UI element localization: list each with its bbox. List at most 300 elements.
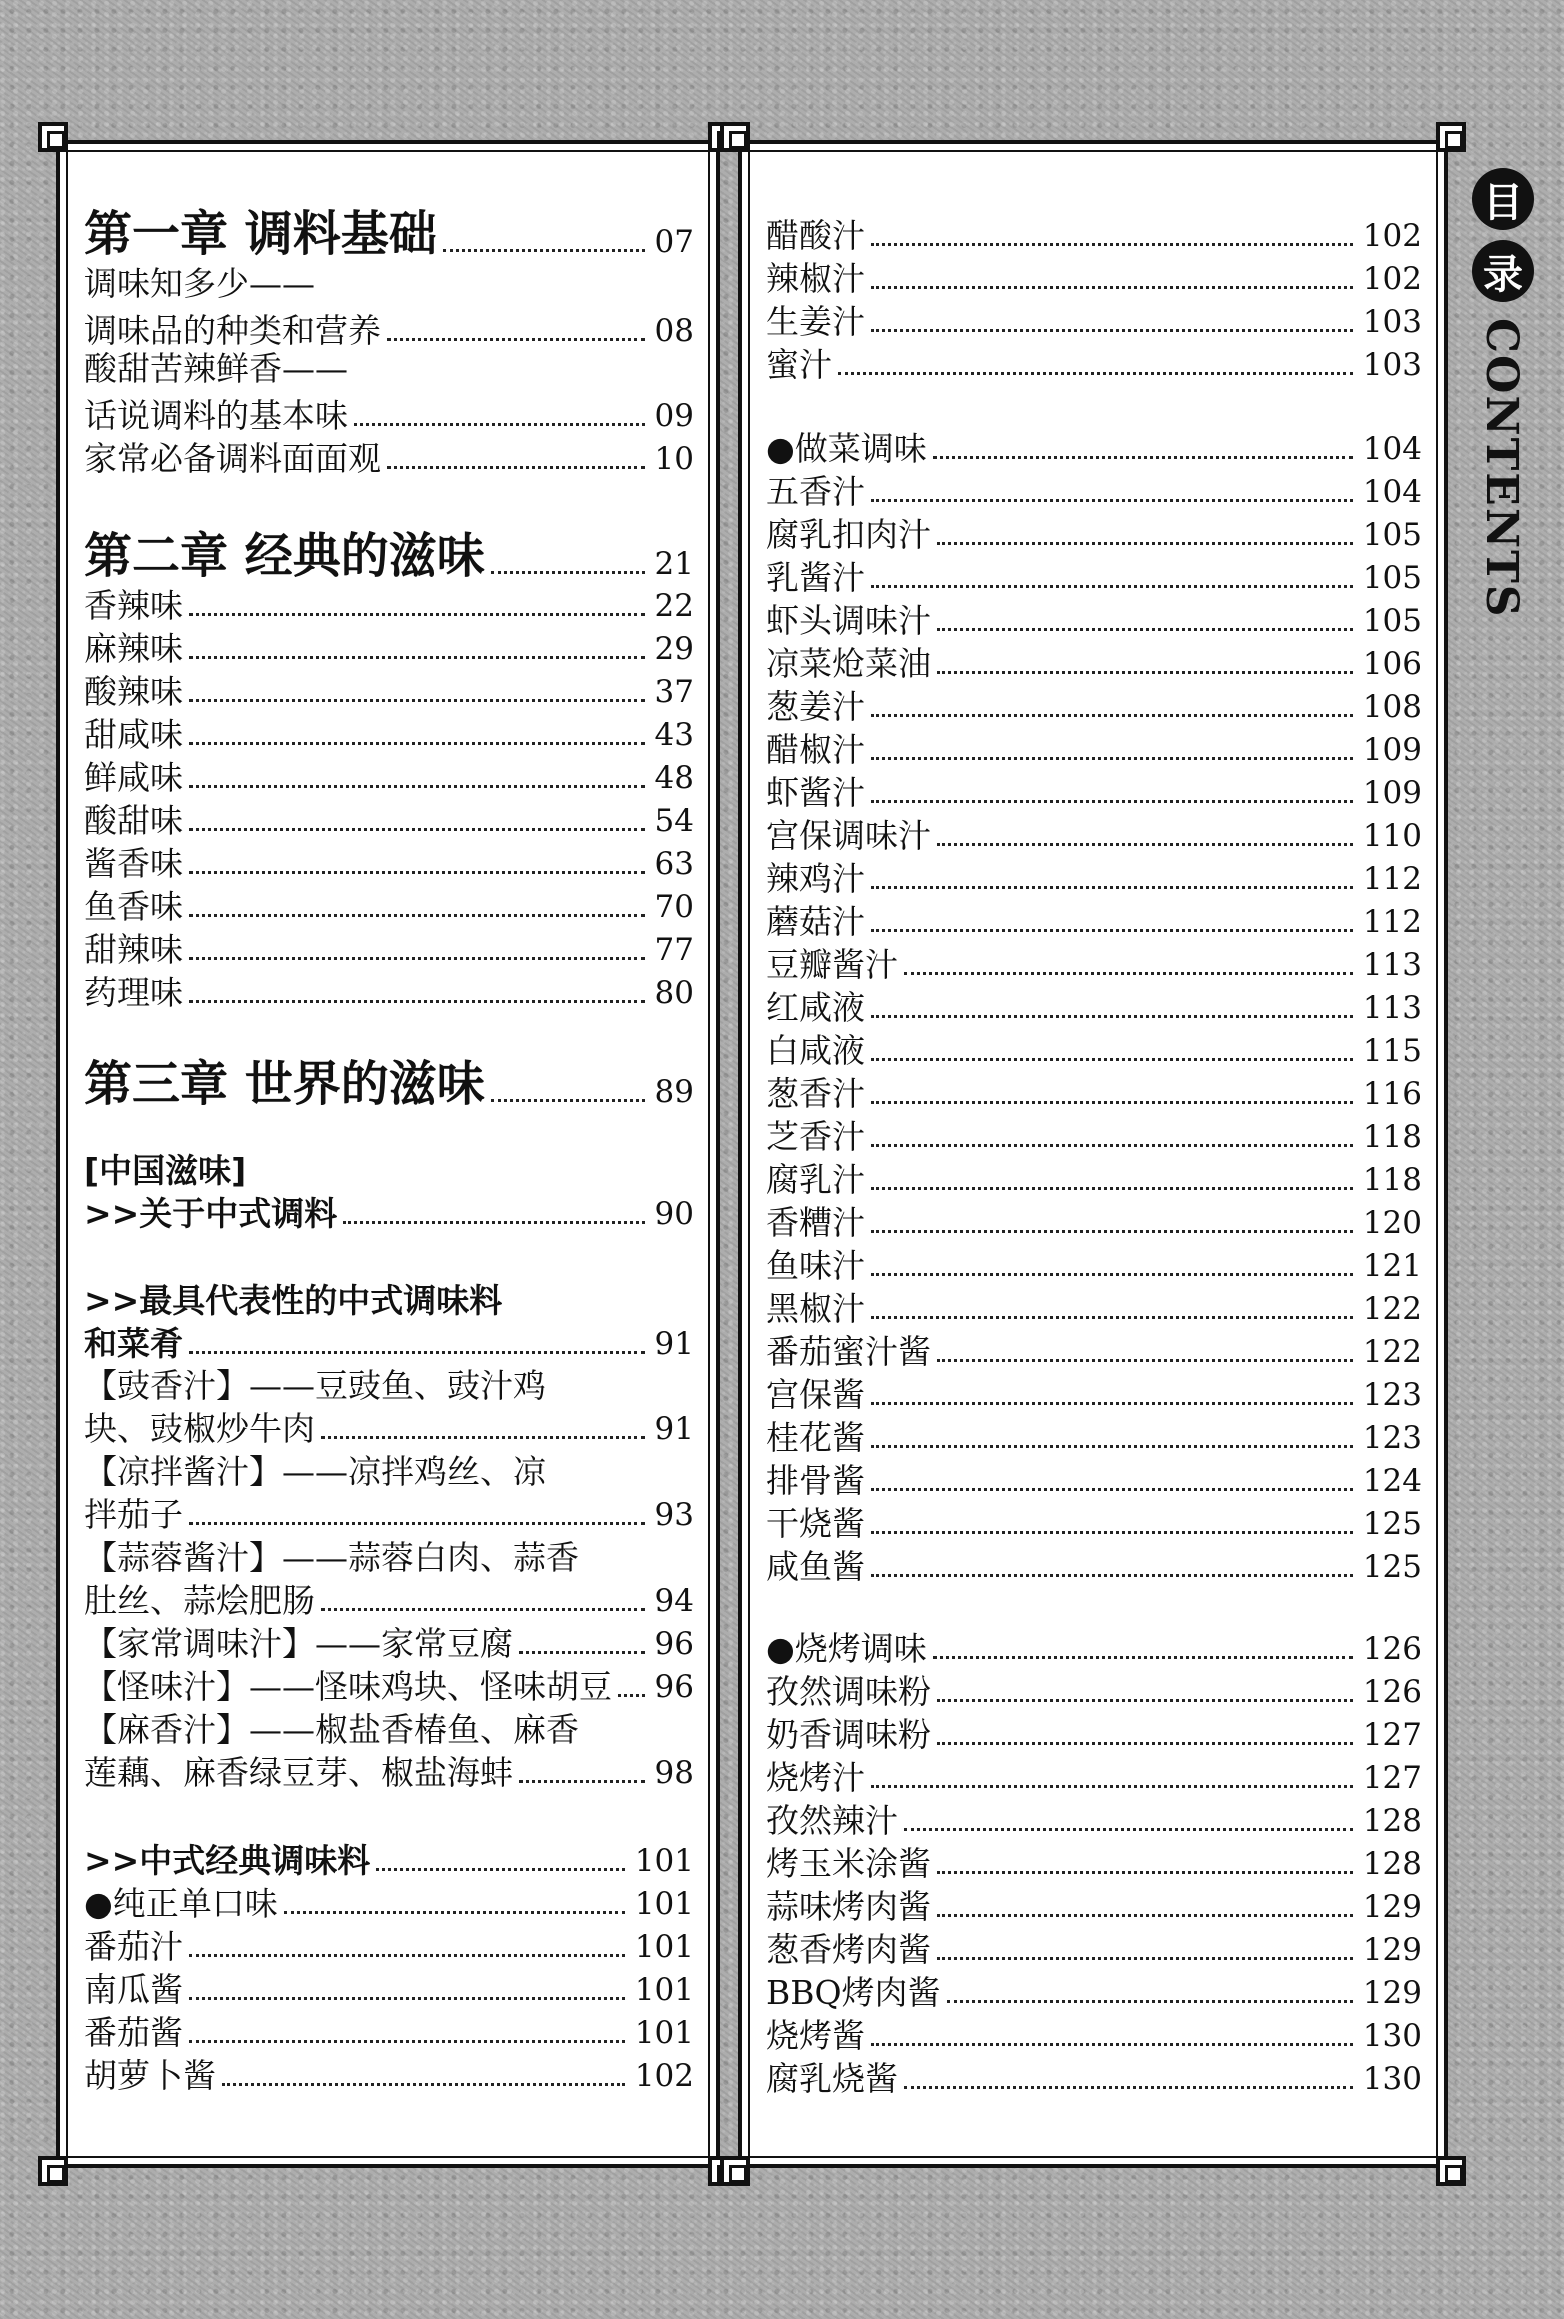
tab-char-mu: 目 xyxy=(1472,168,1534,230)
toc-entry xyxy=(766,1756,1422,1798)
toc-entry-page: 98 xyxy=(654,1755,694,1791)
toc-entry xyxy=(84,799,694,841)
toc-entry xyxy=(84,1493,694,1535)
toc-entry xyxy=(84,1579,694,1621)
dot-leader xyxy=(321,1436,645,1439)
dot-leader xyxy=(519,1651,645,1654)
toc-entry-title: 番茄汁 xyxy=(84,1927,183,1966)
toc-entry-title: 第三章 世界的滋味 xyxy=(84,1056,485,1112)
toc-entry-title: 酸甜苦辣鲜香—— xyxy=(84,349,348,388)
toc-entry xyxy=(766,1670,1422,1712)
dot-leader xyxy=(189,785,645,788)
toc-entry-title: 【麻香汁】——椒盐香椿鱼、麻香 xyxy=(84,1710,579,1749)
toc-entry-page: 109 xyxy=(1362,775,1422,811)
corner-ornament xyxy=(38,2156,68,2186)
toc-entry xyxy=(766,1502,1422,1544)
toc-entry-title: 鱼味汁 xyxy=(766,1246,865,1285)
dot-leader xyxy=(871,1058,1353,1061)
dot-leader xyxy=(871,329,1353,332)
toc-entry-page: 96 xyxy=(654,1669,694,1705)
dot-leader xyxy=(904,972,1353,975)
dot-leader xyxy=(871,714,1353,717)
toc-entry xyxy=(766,771,1422,813)
toc-entry-page: 129 xyxy=(1362,1975,1422,2011)
dot-leader xyxy=(189,1000,645,1003)
toc-entry xyxy=(84,1665,694,1707)
toc-entry-title: 【家常调味汁】——家常豆腐 xyxy=(84,1624,513,1663)
toc-entry xyxy=(766,1416,1422,1458)
dot-leader xyxy=(937,1914,1353,1917)
toc-entry xyxy=(84,713,694,755)
dot-leader xyxy=(491,1099,645,1102)
toc-entry xyxy=(84,627,694,669)
toc-entry-title: 孜然辣汁 xyxy=(766,1801,898,1840)
toc-entry-page: 127 xyxy=(1362,1717,1422,1753)
dot-leader xyxy=(618,1694,645,1697)
dot-leader xyxy=(189,1954,625,1957)
toc-entry xyxy=(84,2054,694,2096)
toc-entry xyxy=(84,1279,694,1321)
dot-leader xyxy=(189,656,645,659)
toc-entry-title: 葱姜汁 xyxy=(766,687,865,726)
corner-ornament xyxy=(38,122,68,152)
toc-entry-page: 126 xyxy=(1362,1631,1422,1667)
dot-leader xyxy=(871,800,1353,803)
toc-entry-page: 101 xyxy=(634,1972,694,2008)
toc-entry xyxy=(84,202,694,262)
dot-leader xyxy=(189,1997,625,2000)
dot-leader xyxy=(937,628,1353,631)
dot-leader xyxy=(343,1221,644,1224)
toc-entry-page: 109 xyxy=(1362,732,1422,768)
toc-entry xyxy=(766,257,1422,299)
dot-leader xyxy=(387,466,645,469)
dot-leader xyxy=(189,613,645,616)
toc-entry-page: 29 xyxy=(654,631,694,667)
toc-entry-title: [中国滋味] xyxy=(84,1151,247,1190)
toc-entry-title: BBQ烤肉酱 xyxy=(766,1973,941,2012)
toc-entry-page: 80 xyxy=(654,975,694,1011)
dot-leader xyxy=(321,1608,645,1611)
toc-entry-page: 104 xyxy=(1362,474,1422,510)
toc-entry-page: 102 xyxy=(1362,218,1422,254)
toc-entry-page: 91 xyxy=(654,1411,694,1447)
toc-entry-page: 94 xyxy=(654,1583,694,1619)
toc-entry-page: 112 xyxy=(1362,861,1422,897)
toc-entry xyxy=(84,262,694,304)
corner-ornament xyxy=(720,2156,750,2186)
dot-leader xyxy=(871,1785,1353,1788)
dot-leader xyxy=(871,1402,1353,1405)
toc-entry-page: 113 xyxy=(1362,947,1422,983)
toc-entry xyxy=(84,928,694,970)
toc-entry xyxy=(766,1971,1422,2013)
toc-entry-page: 122 xyxy=(1362,1334,1422,1370)
dot-leader xyxy=(937,1957,1353,1960)
dot-leader xyxy=(222,2083,625,2086)
toc-entry-page: 101 xyxy=(634,1886,694,1922)
toc-entry-page: 126 xyxy=(1362,1674,1422,1710)
toc-entry-title: 葱香烤肉酱 xyxy=(766,1930,931,1969)
dot-leader xyxy=(189,742,645,745)
dot-leader xyxy=(871,1230,1353,1233)
toc-entry-page: 123 xyxy=(1362,1420,1422,1456)
dot-leader xyxy=(937,542,1353,545)
dot-leader xyxy=(354,423,645,426)
toc-entry-page: 128 xyxy=(1362,1803,1422,1839)
dot-leader xyxy=(491,571,645,574)
toc-entry-page: 118 xyxy=(1362,1119,1422,1155)
toc-entry-title: 醋酸汁 xyxy=(766,216,865,255)
toc-entry-page: 123 xyxy=(1362,1377,1422,1413)
toc-entry-title: 虾酱汁 xyxy=(766,773,865,812)
dot-leader xyxy=(189,699,645,702)
toc-entry-title: 调味品的种类和营养 xyxy=(84,311,381,350)
toc-entry-page: 48 xyxy=(654,760,694,796)
dot-leader xyxy=(376,1868,625,1871)
toc-entry-title: 虾头调味汁 xyxy=(766,601,931,640)
toc-entry-title: 烧烤汁 xyxy=(766,1758,865,1797)
dot-leader xyxy=(937,843,1353,846)
toc-entry-title: 宫保酱 xyxy=(766,1375,865,1414)
toc-entry-title: 蒜味烤肉酱 xyxy=(766,1887,931,1926)
toc-entry-title: 烧烤酱 xyxy=(766,2016,865,2055)
dot-leader xyxy=(189,871,645,874)
toc-entry-page: 102 xyxy=(1362,261,1422,297)
toc-entry-title: 香糟汁 xyxy=(766,1203,865,1242)
toc-entry-page: 08 xyxy=(654,313,694,349)
toc-entry xyxy=(84,885,694,927)
toc-entry-title: 排骨酱 xyxy=(766,1461,865,1500)
toc-entry-title: 咸鱼酱 xyxy=(766,1547,865,1586)
toc-entry-title: 宫保调味汁 xyxy=(766,816,931,855)
toc-entry xyxy=(84,1968,694,2010)
toc-entry xyxy=(84,842,694,884)
toc-entry-title: 醋椒汁 xyxy=(766,730,865,769)
toc-entry-title: 葱香汁 xyxy=(766,1074,865,1113)
dot-leader xyxy=(871,1273,1353,1276)
toc-entry-title: 【豉香汁】——豆豉鱼、豉汁鸡 xyxy=(84,1366,546,1405)
toc-entry-page: 10 xyxy=(654,441,694,477)
dot-leader xyxy=(871,886,1353,889)
toc-entry-title: 【蒜蓉酱汁】——蒜蓉白肉、蒜香 xyxy=(84,1538,579,1577)
toc-entry xyxy=(766,943,1422,985)
corner-ornament xyxy=(1436,122,1466,152)
toc-entry-page: 89 xyxy=(654,1074,694,1110)
toc-entry-page: 07 xyxy=(654,224,694,260)
toc-entry-page: 63 xyxy=(654,846,694,882)
toc-entry xyxy=(766,1373,1422,1415)
toc-entry-title: 莲藕、麻香绿豆芽、椒盐海蚌 xyxy=(84,1753,513,1792)
toc-entry-title: ●纯正单口味 xyxy=(84,1884,278,1923)
toc-entry xyxy=(766,1330,1422,1372)
toc-entry xyxy=(766,1287,1422,1329)
toc-entry-page: 118 xyxy=(1362,1162,1422,1198)
dot-leader xyxy=(189,914,645,917)
dot-leader xyxy=(189,957,645,960)
dot-leader xyxy=(871,1574,1353,1577)
toc-entry-title: 调味知多少—— xyxy=(84,264,315,303)
toc-entry xyxy=(766,1799,1422,1841)
toc-entry xyxy=(84,1192,694,1234)
toc-entry-title: 烤玉米涂酱 xyxy=(766,1844,931,1883)
toc-entry-page: 112 xyxy=(1362,904,1422,940)
toc-entry-title: 【怪味汁】——怪味鸡块、怪味胡豆 xyxy=(84,1667,612,1706)
toc-entry-title: 黑椒汁 xyxy=(766,1289,865,1328)
toc-entry-title: 第一章 调料基础 xyxy=(84,206,437,262)
toc-entry xyxy=(84,1149,694,1191)
toc-entry xyxy=(84,1751,694,1793)
toc-entry-title: 肚丝、蒜烩肥肠 xyxy=(84,1581,315,1620)
toc-entry-page: 70 xyxy=(654,889,694,925)
toc-entry xyxy=(766,1072,1422,1114)
toc-entry xyxy=(84,394,694,436)
dot-leader xyxy=(871,243,1353,246)
dot-leader xyxy=(871,1445,1353,1448)
toc-entry xyxy=(766,685,1422,727)
toc-entry-title: 桂花酱 xyxy=(766,1418,865,1457)
toc-entry xyxy=(84,437,694,479)
dot-leader xyxy=(937,1359,1353,1362)
dot-leader xyxy=(871,1015,1353,1018)
toc-entry xyxy=(766,1928,1422,1970)
toc-entry-title: 南瓜酱 xyxy=(84,1970,183,2009)
toc-entry-title: 麻辣味 xyxy=(84,629,183,668)
dot-leader xyxy=(933,456,1353,459)
toc-entry-page: 129 xyxy=(1362,1889,1422,1925)
toc-entry-page: 116 xyxy=(1362,1076,1422,1112)
toc-entry xyxy=(766,900,1422,942)
dot-leader xyxy=(937,1871,1353,1874)
toc-entry-page: 129 xyxy=(1362,1932,1422,1968)
toc-entry xyxy=(766,214,1422,256)
toc-entry-page: 105 xyxy=(1362,517,1422,553)
dot-leader xyxy=(871,286,1353,289)
toc-entry-title: 家常必备调料面面观 xyxy=(84,439,381,478)
toc-entry-title: 块、豉椒炒牛肉 xyxy=(84,1409,315,1448)
toc-entry xyxy=(766,1158,1422,1200)
toc-entry xyxy=(84,1925,694,1967)
toc-entry-page: 09 xyxy=(654,398,694,434)
toc-entry-page: 130 xyxy=(1362,2018,1422,2054)
toc-entry xyxy=(766,986,1422,1028)
toc-entry xyxy=(766,599,1422,641)
dot-leader xyxy=(871,499,1353,502)
toc-entry xyxy=(84,1322,694,1364)
toc-entry-title: 酱香味 xyxy=(84,844,183,883)
toc-entry-title: 鱼香味 xyxy=(84,887,183,926)
toc-entry-title: 番茄蜜汁酱 xyxy=(766,1332,931,1371)
dot-leader xyxy=(871,1316,1353,1319)
toc-entry xyxy=(766,427,1422,469)
toc-entry-title: 红咸液 xyxy=(766,988,865,1027)
toc-entry-title: >>中式经典调味料 xyxy=(84,1841,371,1880)
toc-entry-title: 和菜肴 xyxy=(84,1324,183,1363)
toc-entry xyxy=(84,584,694,626)
toc-entry xyxy=(766,728,1422,770)
toc-entry xyxy=(84,1622,694,1664)
dot-leader xyxy=(189,828,645,831)
toc-entry-page: 124 xyxy=(1362,1463,1422,1499)
toc-entry-title: 甜咸味 xyxy=(84,715,183,754)
toc-entry-title: 鲜咸味 xyxy=(84,758,183,797)
dot-leader xyxy=(871,585,1353,588)
toc-entry-page: 115 xyxy=(1362,1033,1422,1069)
toc-entry-title: 香辣味 xyxy=(84,586,183,625)
dot-leader xyxy=(871,757,1353,760)
toc-entry-title: 第二章 经典的滋味 xyxy=(84,528,485,584)
toc-entry-page: 105 xyxy=(1362,560,1422,596)
toc-entry-page: 37 xyxy=(654,674,694,710)
toc-entry xyxy=(766,642,1422,684)
toc-entry-title: 生姜汁 xyxy=(766,302,865,341)
toc-entry-title: 芝香汁 xyxy=(766,1117,865,1156)
toc-entry-title: 番茄酱 xyxy=(84,2013,183,2052)
toc-entry xyxy=(84,309,694,351)
tab-char-lu: 录 xyxy=(1472,240,1534,302)
toc-entry-page: 125 xyxy=(1362,1549,1422,1585)
dot-leader xyxy=(189,2040,625,2043)
toc-entry xyxy=(766,470,1422,512)
toc-entry-page: 105 xyxy=(1362,603,1422,639)
toc-entry-page: 113 xyxy=(1362,990,1422,1026)
toc-panel-left xyxy=(56,140,720,2168)
toc-entry-title: 辣鸡汁 xyxy=(766,859,865,898)
contents-side-tab xyxy=(1470,168,1536,619)
toc-entry-title: 腐乳汁 xyxy=(766,1160,865,1199)
toc-entry-title: 酸甜味 xyxy=(84,801,183,840)
dot-leader xyxy=(937,1699,1353,1702)
toc-entry-page: 106 xyxy=(1362,646,1422,682)
toc-entry xyxy=(84,1839,694,1881)
toc-entry-title: >>关于中式调料 xyxy=(84,1194,338,1233)
toc-entry-page: 110 xyxy=(1362,818,1422,854)
toc-entry xyxy=(84,1364,694,1406)
toc-entry xyxy=(766,1029,1422,1071)
dot-leader xyxy=(284,1911,625,1914)
toc-entry-page: 101 xyxy=(634,1929,694,1965)
toc-entry-page: 108 xyxy=(1362,689,1422,725)
toc-entry xyxy=(766,1885,1422,1927)
dot-leader xyxy=(189,1522,645,1525)
toc-entry xyxy=(84,347,694,389)
toc-entry xyxy=(84,1407,694,1449)
toc-entry-title: ●烧烤调味 xyxy=(766,1629,927,1668)
toc-entry-page: 103 xyxy=(1362,304,1422,340)
dot-leader xyxy=(947,2000,1353,2003)
corner-ornament xyxy=(720,122,750,152)
toc-entry xyxy=(766,1459,1422,1501)
toc-entry-title: 干烧酱 xyxy=(766,1504,865,1543)
toc-entry-page: 121 xyxy=(1362,1248,1422,1284)
toc-entry-title: 白咸液 xyxy=(766,1031,865,1070)
tab-contents-label: CONTENTS xyxy=(1476,318,1527,619)
dot-leader xyxy=(387,338,645,341)
toc-entry-title: ●做菜调味 xyxy=(766,429,927,468)
dot-leader xyxy=(871,1531,1353,1534)
toc-entry xyxy=(766,2057,1422,2099)
toc-entry xyxy=(766,1201,1422,1243)
toc-entry xyxy=(766,300,1422,342)
toc-entry xyxy=(766,1842,1422,1884)
toc-entry-page: 125 xyxy=(1362,1506,1422,1542)
toc-entry-page: 22 xyxy=(654,588,694,624)
toc-entry-page: 127 xyxy=(1362,1760,1422,1796)
toc-entry-page: 90 xyxy=(654,1196,694,1232)
dot-leader xyxy=(838,372,1353,375)
toc-entry-title: 五香汁 xyxy=(766,472,865,511)
toc-entry-title: 豆瓣酱汁 xyxy=(766,945,898,984)
dot-leader xyxy=(937,1742,1353,1745)
toc-entry-title: 奶香调味粉 xyxy=(766,1715,931,1754)
toc-entry-page: 91 xyxy=(654,1326,694,1362)
toc-entry-title: 凉菜炝菜油 xyxy=(766,644,931,683)
dot-leader xyxy=(937,671,1353,674)
toc-entry xyxy=(766,556,1422,598)
toc-entry xyxy=(766,343,1422,385)
toc-entry-title: 蜜汁 xyxy=(766,345,832,384)
toc-entry-title: 乳酱汁 xyxy=(766,558,865,597)
toc-entry-title: 拌茄子 xyxy=(84,1495,183,1534)
dot-leader xyxy=(871,1144,1353,1147)
toc-entry-page: 93 xyxy=(654,1497,694,1533)
toc-entry-title: 酸辣味 xyxy=(84,672,183,711)
toc-entry-page: 130 xyxy=(1362,2061,1422,2097)
dot-leader xyxy=(871,1101,1353,1104)
dot-leader xyxy=(871,2043,1353,2046)
toc-entry xyxy=(766,1115,1422,1157)
toc-entry xyxy=(766,1713,1422,1755)
toc-entry xyxy=(84,670,694,712)
dot-leader xyxy=(871,1488,1353,1491)
toc-entry-title: 【凉拌酱汁】——凉拌鸡丝、凉 xyxy=(84,1452,546,1491)
toc-entry xyxy=(84,2011,694,2053)
dot-leader xyxy=(871,1187,1353,1190)
toc-entry-title: >>最具代表性的中式调味料 xyxy=(84,1281,503,1320)
toc-entry-page: 101 xyxy=(634,2015,694,2051)
toc-entry xyxy=(84,1052,694,1112)
toc-entry xyxy=(766,1244,1422,1286)
toc-entry xyxy=(766,814,1422,856)
toc-entry-title: 孜然调味粉 xyxy=(766,1672,931,1711)
toc-entry-title: 蘑菇汁 xyxy=(766,902,865,941)
toc-entry xyxy=(766,2014,1422,2056)
toc-entry-page: 77 xyxy=(654,932,694,968)
toc-entry-page: 102 xyxy=(634,2058,694,2094)
toc-entry-page: 104 xyxy=(1362,431,1422,467)
toc-entry xyxy=(84,524,694,584)
toc-entry xyxy=(84,971,694,1013)
toc-entry-page: 103 xyxy=(1362,347,1422,383)
toc-entry-title: 甜辣味 xyxy=(84,930,183,969)
toc-entry xyxy=(766,513,1422,555)
toc-entry-page: 101 xyxy=(634,1843,694,1879)
toc-entry xyxy=(84,756,694,798)
toc-entry xyxy=(766,1627,1422,1669)
toc-entry-title: 药理味 xyxy=(84,973,183,1012)
dot-leader xyxy=(443,249,645,252)
toc-entry-title: 胡萝卜酱 xyxy=(84,2056,216,2095)
toc-entry-title: 辣椒汁 xyxy=(766,259,865,298)
toc-entry-page: 21 xyxy=(654,546,694,582)
dot-leader xyxy=(871,929,1353,932)
dot-leader xyxy=(904,2086,1353,2089)
toc-entry-page: 128 xyxy=(1362,1846,1422,1882)
toc-entry xyxy=(766,857,1422,899)
toc-panel-right xyxy=(738,140,1448,2168)
toc-entry xyxy=(84,1536,694,1578)
dot-leader xyxy=(933,1656,1353,1659)
